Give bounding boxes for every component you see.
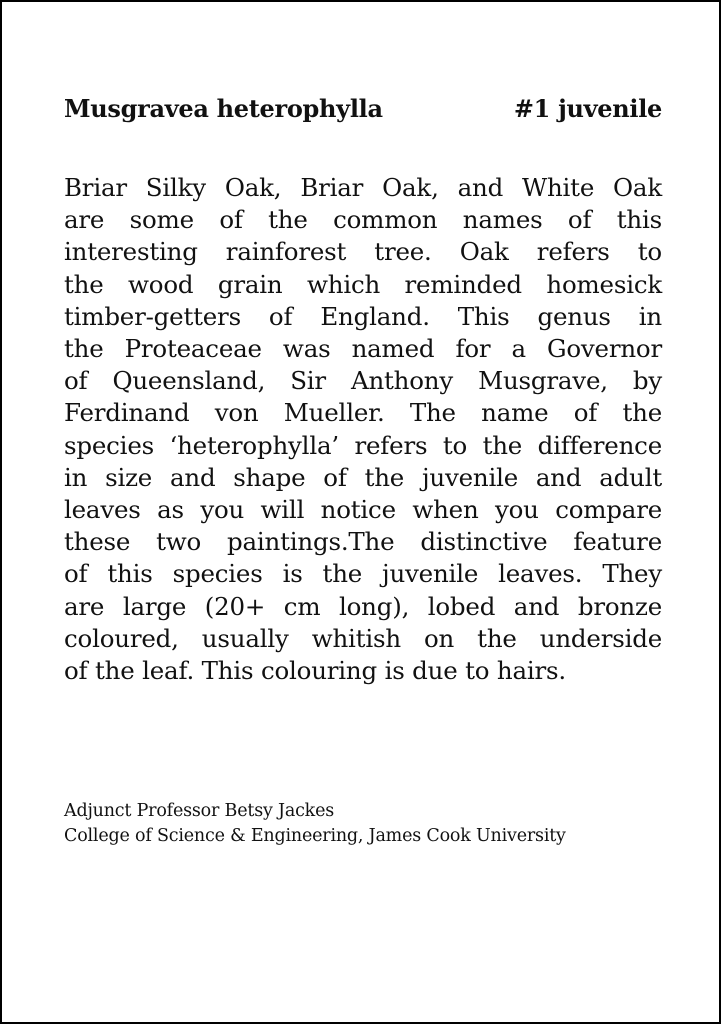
description-line: in size and shape of the juvenile and adult bbox=[64, 462, 662, 492]
description-line: species ‘heterophylla’ refers to the difference bbox=[64, 430, 662, 460]
description-line: Ferdinand von Mueller. The name of the bbox=[64, 398, 662, 428]
description-line: leaves as you will notice when you compare bbox=[64, 495, 662, 525]
description-line: Briar Silky Oak, Briar Oak, and White Oak bbox=[64, 173, 662, 202]
description-paragraph bbox=[64, 172, 662, 687]
description-line: these two paintings.The distinctive feature bbox=[64, 527, 662, 557]
description-line: coloured, usually whitish on the underside bbox=[64, 623, 662, 653]
title-row bbox=[64, 94, 662, 134]
description-line: of the leaf. This colouring is due to hairs. bbox=[64, 656, 567, 686]
description-line: timber-getters of England. This genus in bbox=[64, 301, 662, 331]
description-line: are some of the common names of this bbox=[64, 205, 662, 235]
species-name: Musgravea heterophylla bbox=[64, 94, 383, 123]
author-name: Adjunct Professor Betsy Jackes bbox=[64, 801, 335, 821]
author-credit bbox=[64, 799, 664, 849]
description-line: the wood grain which reminded homesick bbox=[64, 269, 662, 299]
author-affiliation: College of Science & Engineering, James Cook University bbox=[64, 826, 566, 846]
description-line: are large (20+ cm long), lobed and bronze bbox=[64, 591, 662, 621]
painting-label: #1 juvenile bbox=[513, 94, 662, 123]
description-line: interesting rainforest tree. Oak refers to bbox=[64, 237, 662, 267]
description-line: the Proteaceae was named for a Governor bbox=[64, 334, 662, 364]
description-line: of this species is the juvenile leaves. They bbox=[64, 559, 662, 589]
description-line: of Queensland, Sir Anthony Musgrave, by bbox=[64, 366, 662, 396]
